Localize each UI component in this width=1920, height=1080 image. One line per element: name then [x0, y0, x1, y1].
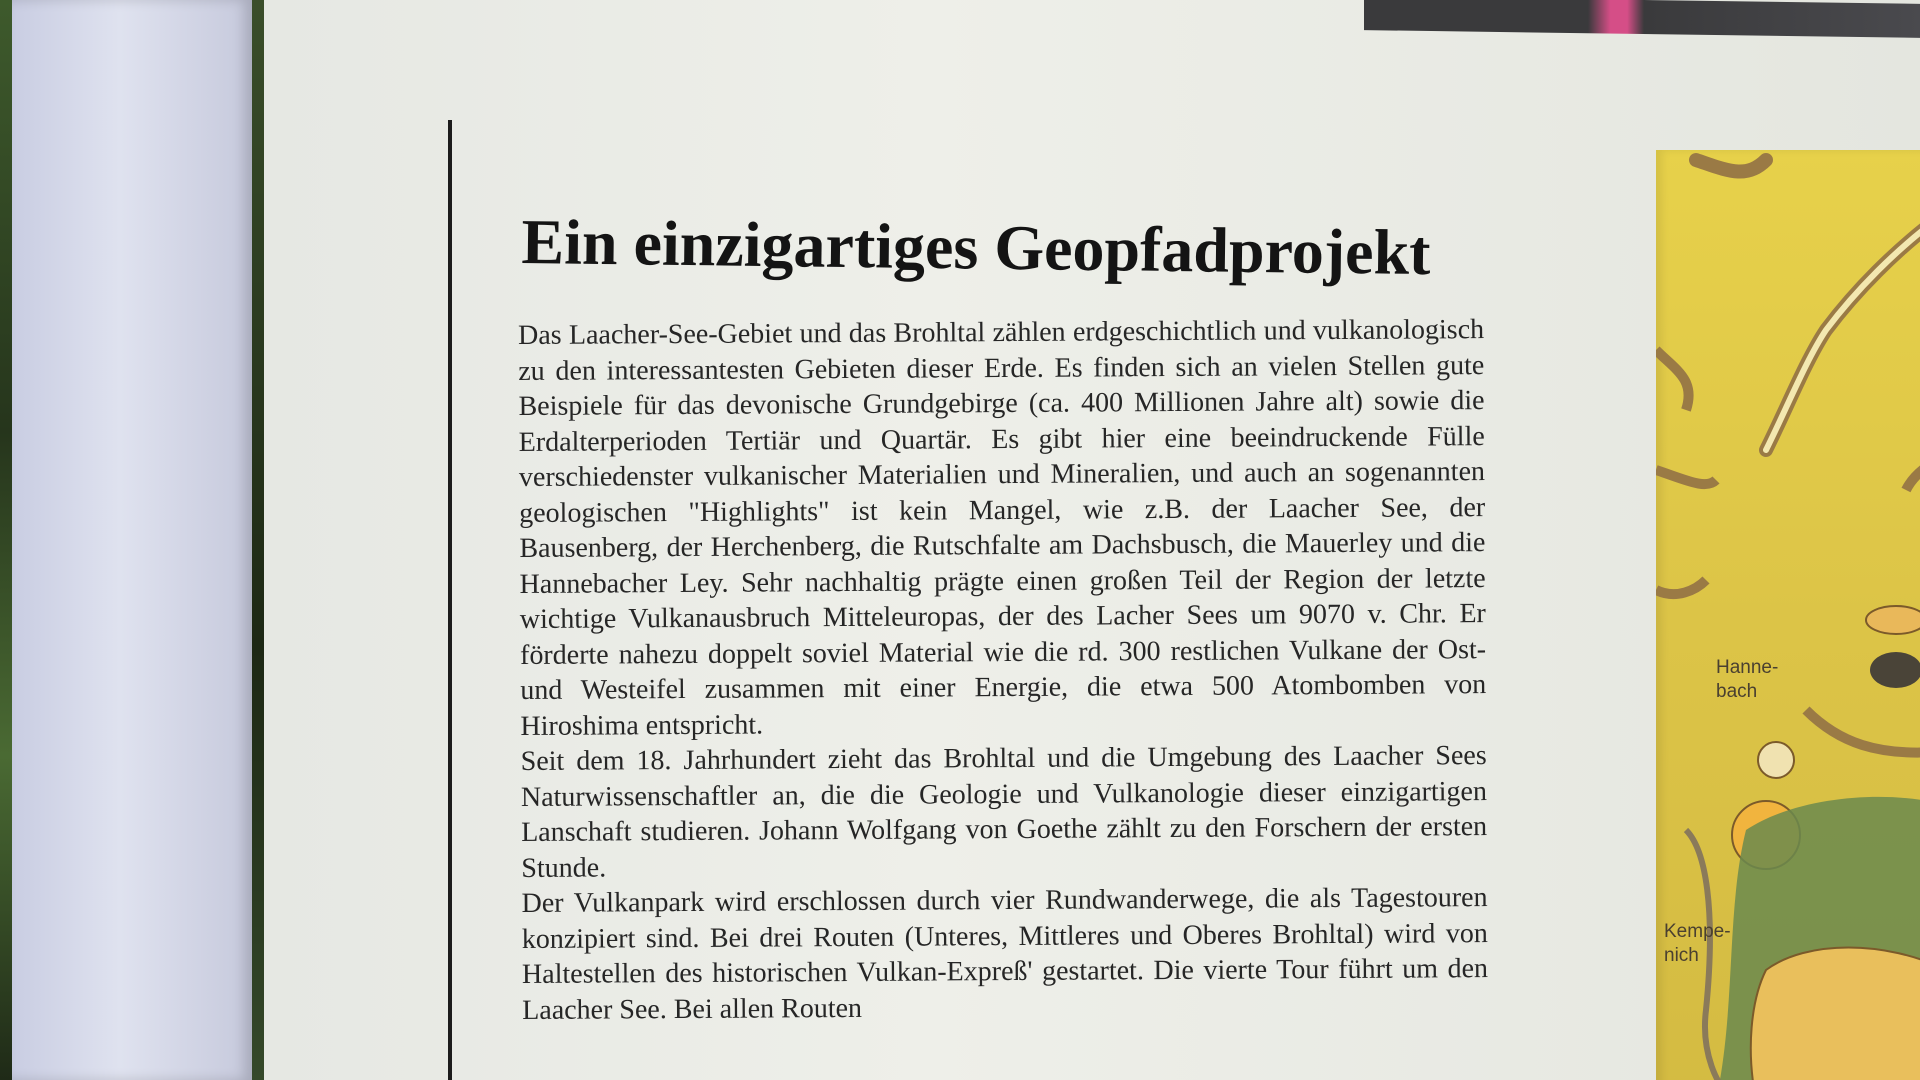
site-marker [1758, 742, 1794, 778]
map-panel [1656, 150, 1920, 1080]
info-board [264, 0, 1920, 1080]
hill-marker [1866, 606, 1920, 634]
vertical-rule [448, 120, 452, 1080]
map-label-hannebach: Hanne- bach [1716, 657, 1779, 702]
volcano-marker [1870, 652, 1920, 688]
paragraph-routes: Der Vulkanpark wird erschlossen durch vier Rundwanderwege, die als Tagestouren konzipiert sind. Bei drei Routen (Unteres, Mittleres und Oberes Brohltal) wird von Haltestellen des historischen Vulkan-Expreß' gestartet. Die vierte Tour führt um den Laacher See. Bei allen Routen [521, 882, 1489, 1026]
stream-path-3 [1806, 710, 1920, 753]
paragraph-geology: Das Laacher-See-Gebiet und das Brohltal zählen erdgeschichtlich und vulkanologisch zu den interessantesten Gebieten dieser Erde. Es finden sich an vielen Stellen gute Beispiele für das devonische Grundgebirge (ca. 400 Millionen Jahre alt) sowie die Erdalterperioden Tertiär und Quartär. Es gibt hier eine beeindruckende Fülle verschiedenster vulkanischer Materialien und Mineralien, und auch an sogenannten geologischen "Highlights" ist kein Mangel, wie z.B. der Laacher See, der Bausenberg, der Herchenberg, die Rutschfalte am Dachsbusch, die Mauerley und die Hannebacher Ley. Sehr nachhaltig prägte einen großen Teil der Region der letzte wichtige Vulkanausbruch Mitteleuropas, der des Lacher Sees um 9070 v. Chr. Er förderte nahezu doppelt soviel Material wie die rd. 300 restlichen Vulkane der Ost- und Westeifel zusammen mit einer Energie, die etwa 500 Atombomben von Hiroshima entspricht. [518, 314, 1487, 742]
stream-path-2 [1906, 450, 1920, 490]
top-color-strip [1364, 0, 1920, 38]
map-label-kempenich: Kempe- nich [1664, 921, 1731, 966]
lake-area [1751, 948, 1920, 1080]
board-title: Ein einzigartiges Geopfadprojekt [521, 205, 1431, 289]
sign-post [12, 0, 252, 1080]
stream-path [1656, 350, 1716, 594]
river-path [1696, 160, 1920, 450]
board-body [518, 312, 1488, 1028]
paragraph-history: Seit dem 18. Jahrhundert zieht das Brohltal und die Umgebung des Laacher Sees Naturwissenschaftler an, die die Geologie und Vulkanologie dieser einzigartigen Lanschaft studieren. Johann Wolfgang von Goethe zählt zu den Forschern der ersten Stunde. [520, 740, 1488, 884]
